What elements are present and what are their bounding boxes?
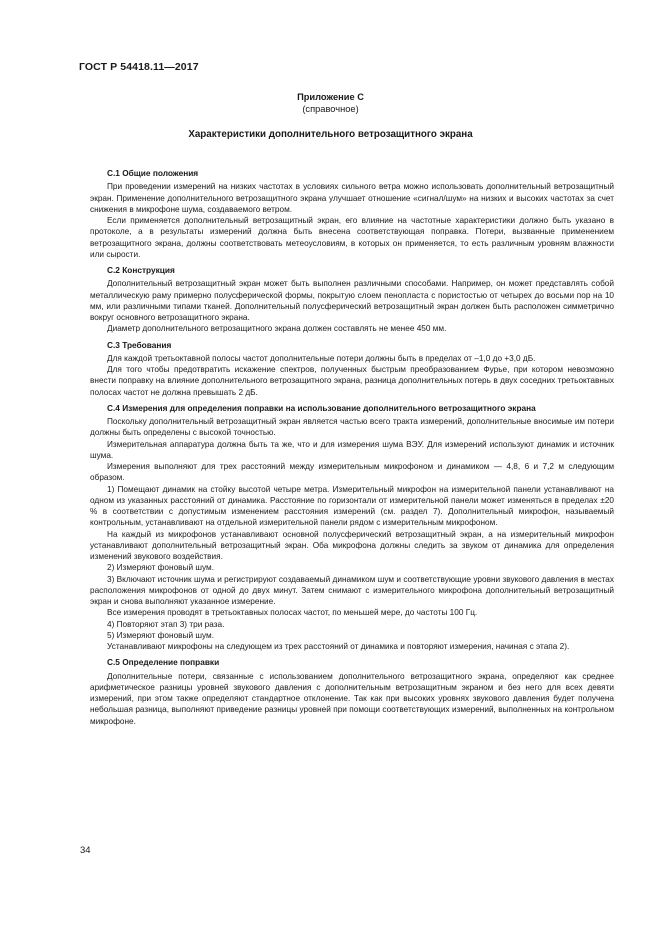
section-heading: С.5 Определение поправки: [107, 657, 220, 668]
paragraph: Все измерения проводят в третьоктавных полосах частот, по меньшей мере, до частоты 100 Гц.: [107, 608, 478, 618]
paragraph: Если применяется дополнительный ветрозащитный экран, его влияние на частотные характеристики должно быть указано в протоколе, а в результаты измерений должна быть внесена соответствующая поправка. Потери, вызванные применением ветрозащитного экрана, должны соответствовать метеоусловиям, в которых он применяется, то есть различным уровням влажности или сырости.: [90, 216, 614, 259]
list-item: 5) Измеряют фоновый шум.: [107, 630, 214, 640]
paragraph: Для того чтобы предотвратить искажение спектров, полученных быстрым преобразованием Фурье, при котором невозможно внести поправку на влияние дополнительного ветрозащитного экрана, разница дополнительных потерь в двух соседних третьоктавных полосах частот не должна превышать 2 дБ.: [90, 365, 614, 397]
document-body: [90, 168, 614, 727]
section-heading: С.3 Требования: [107, 339, 172, 350]
annex-type: (справочное): [302, 104, 359, 114]
standard-header: ГОСТ Р 54418.11—2017: [79, 61, 199, 73]
list-item: 4) Повторяют этап 3) три раза.: [107, 619, 225, 629]
annex-label: Приложение С: [297, 92, 364, 102]
paragraph: Дополнительные потери, связанные с использованием дополнительного ветрозащитного экрана, определяют как среднее арифметическое разницы уровней звукового давления с дополнительным ветрозащитным экраном и без него для всех девяти измерений, при этом также определяют стандартное отклонение. Так как при высоких уровнях звукового давления будет получена небольшая разница, выполняют приведение разницы уровней при помощи соответствующих измерений, выполненных на контрольном микрофоне.: [90, 671, 614, 726]
section-heading: С.1 Общие положения: [107, 168, 199, 178]
annex-title: Характеристики дополнительного ветрозащитного экрана: [188, 129, 473, 140]
paragraph: Для каждой третьоктавной полосы частот дополнительные потери должны быть в пределах от –1,0 до +3,0 дБ.: [107, 353, 536, 363]
page-number: 34: [80, 845, 91, 856]
list-item: 3) Включают источник шума и регистрируют создаваемый динамиком шум и соответствующие уровни звукового давления в местах расположения микрофонов от одной до двух минут. Затем снимают с измерительного микрофона дополнительный ветрозащитный экран и снова выполняют указанное измерение.: [90, 574, 614, 606]
paragraph: При проведении измерений на низких частотах в условиях сильного ветра можно использовать дополнительный ветрозащитный экран. Применение дополнительного ветрозащитного экрана улучшает отношение «сигнал/шум» на низких и высоких частотах за счет снижения в микрофоне шума, создаваемого ветром.: [90, 182, 614, 214]
section-heading: С.4 Измерения для определения поправки на использование дополнительного ветрозащитного экрана: [107, 402, 536, 413]
paragraph: Измерения выполняют для трех расстояний между измерительным микрофоном и динамиком — 4,8, 6 и 7,2 м следующим образом.: [90, 462, 614, 483]
paragraph: Дополнительный ветрозащитный экран может быть выполнен различными способами. Например, он может представлять собой металлическую раму примерно полусферической формы, покрытую слоем пенопласта с пористостью от четырех до восьми пор на 10 мм, или различными типами тканей. Дополнительный полусферический ветрозащитный экран должен быть расположен симметрично вокруг основного ветрозащитного экрана.: [90, 279, 614, 322]
paragraph: Диаметр дополнительного ветрозащитного экрана должен составлять не менее 450 мм.: [107, 324, 447, 334]
list-item: 2) Измеряют фоновый шум.: [107, 563, 214, 573]
paragraph: На каждый из микрофонов устанавливают основной полусферический ветрозащитный экран, а на измерительный микрофон устанавливают дополнительный ветрозащитный экран. Оба микрофона должны следить за звуком от динамика для определения изменений звукового воздействия.: [90, 529, 614, 561]
paragraph: Поскольку дополнительный ветрозащитный экран является частью всего тракта измерений, дополнительные вносимые им потери должны быть определены с высокой точностью.: [90, 417, 614, 438]
paragraph: Измерительная аппаратура должна быть та же, что и для измерения шума ВЭУ. Для измерений используют динамик и источник шума.: [90, 439, 614, 460]
list-item: 1) Помещают динамик на стойку высотой четыре метра. Измерительный микрофон на измерительной панели устанавливают на одном из указанных расстояний от динамика. Расстояние по горизонтали от измерительной панели может изменяться в пределах ±20 % в соответствии с допустимым изменением расстояния измерений (см. раздел 7). Дополнительный микрофон, называемый контрольным, устанавливают на отдельной измерительной панели рядом с измерительным микрофоном.: [90, 484, 614, 528]
section-heading: С.2 Конструкция: [107, 265, 175, 275]
paragraph: Устанавливают микрофоны на следующем из трех расстояний от динамика и повторяют измерения, начиная с этапа 2).: [107, 642, 570, 651]
